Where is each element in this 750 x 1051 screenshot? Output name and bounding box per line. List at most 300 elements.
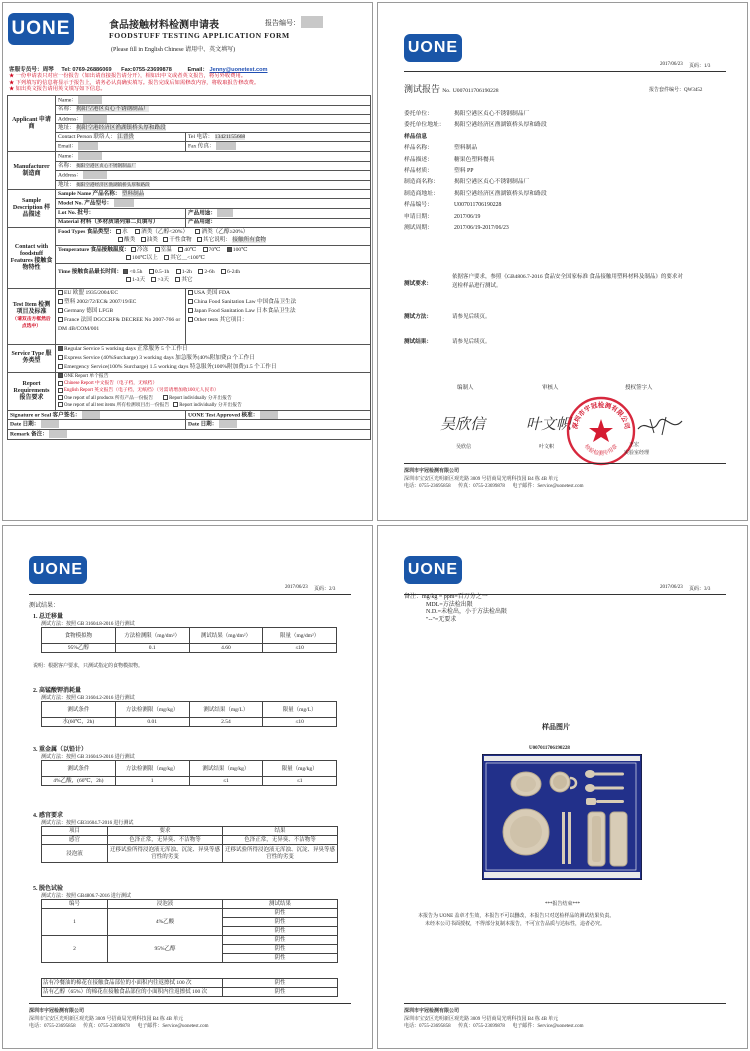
name-label: Name： [58,97,77,104]
contact-food-label: Contact with foodstuff Features 接触食物特性 [8,227,56,288]
temp-option: 40℃ [184,247,197,254]
th: 浸泡液 [108,900,223,909]
food-type-checkbox[interactable] [118,237,123,242]
info-row [404,177,704,188]
footer-address: 深圳市宝安区光明新区观光路 3009 号招商局光明科技园 B4 栋 4B 单元 [29,1016,184,1022]
std-option: 塑料 2002/72/EC& 2007/19/EC [64,298,137,305]
service-options [56,344,371,372]
food-type-option: 其它说明： [203,237,231,244]
td: 阴性 [223,979,338,988]
std-option: China Food Sanitation Law 中国食品卫生法 [194,298,297,305]
info-value: 揭阳空港区贞心不锈钢制品厂 [454,179,530,186]
date-field[interactable] [41,420,59,428]
footer-rule [404,463,726,464]
header-page: 页码：3/3 [689,587,711,592]
report-checkbox[interactable] [163,395,168,400]
stamp-star-icon [589,419,613,442]
request-text [452,273,683,291]
td: 沾有冷餐油的棉花在接触食品部位的小面积内往返擦拭 100 次 [42,979,223,988]
section-5-extra-table [41,978,338,997]
info-value: 揭阳空港经济区渔湖镇桥头厚和路段 [454,190,547,197]
manufacturer-label: Manufacturer 制造商 [8,152,56,190]
report-option: One report of all test items 所有检测项目出一份报告 [64,403,170,409]
email-label: Email： [58,143,77,150]
time-option: 1-3天 [132,276,146,283]
th: 测试结果（mg/kg） [189,761,263,777]
food-type-option: 酸类 [124,237,136,244]
address-cn-label: 地址： [58,124,75,131]
time-checkbox[interactable] [149,269,154,274]
service-label: Service Type 服务类型 [8,344,56,372]
email-cell [56,142,186,152]
report-options [56,372,371,410]
td: 浸泡液 [42,845,108,863]
td: 1 [115,777,189,786]
report-code-label: 报告套件编号： [649,88,685,93]
signer-name-2: 叶文帜 [539,445,555,450]
info-value: 揭阳空港经济区渔湖镇桥头厚和路段 [454,122,547,129]
food-types-label: Food Types 食品类型： [58,229,115,236]
contact-tel: Tel: 0769-26886069 [61,67,112,73]
td: 阴性 [223,927,338,936]
td: 4%乙酸，(60℃，2h) [42,777,116,786]
report-no-label: 报告编号： [265,19,300,27]
section-4-title: 4. 感官要求 [33,813,64,819]
info-key: 样品材质： [404,168,433,175]
report-option: Chinese Report 中文报告（电子档，无纸档） [64,381,158,387]
footer [404,468,583,491]
sample-name-cell [56,190,371,199]
temp-option: 室温 [160,247,172,254]
request-line-2: 送检样品进行测试。 [452,283,502,289]
service-option: Express Service (40%Surcharge) 3 working days 加急服务(40%附加费)3 个工作日 [64,354,255,361]
time-checkbox[interactable] [151,277,156,282]
th: 方法检测限（mg/kg） [115,702,189,718]
section-2-table [41,701,337,727]
report-title-text: 测试报告 [404,84,441,94]
food-type-checkbox[interactable] [135,229,140,234]
info-row [404,200,704,211]
footer-contact [404,483,583,491]
date2-cell [186,420,371,430]
note-1: ★ 一份申请表只对应一份报告（如出请直接报告请分开），相如出中文或者英文报告，将另外收费用。 [9,73,247,79]
date-cell [8,420,186,430]
fax-label: Fax 传真： [188,143,215,150]
td: ≤1 [263,777,337,786]
td: 1 [42,909,108,936]
note-line: N.D.=未检出，小于方法检出限 [426,609,508,615]
td: 2 [42,936,108,963]
sample-photo-page [377,525,748,1049]
remark-label: Remark 备注： [10,431,48,438]
th: 食物模拟物 [42,628,116,644]
note-2: ★ 下列填写的信息将显示于报告上，请务必认真确实填写。报告完成后如需修改内容，将收取报告修改费。 [9,79,260,86]
footer-address: 深圳市宝安区光明新区观光路 3009 号招商局光明科技园 B4 栋 4B 单元 [404,1016,559,1022]
th: 测试结果 [223,900,338,909]
std-option: Germany 德国 LFGB [64,307,114,314]
std-checkbox[interactable] [188,308,193,313]
mfr-name-cn-label: 名称： [58,162,75,169]
std-checkbox[interactable] [58,317,63,322]
info-key: 委托单位地址： [404,122,445,129]
td: ≤10 [263,644,337,653]
applicant-label: Applicant 申请商 [8,96,56,152]
th: 限量（mg/dm²） [263,628,337,644]
signer-name-3: 王宏 [629,443,640,448]
temp-option: 其它__<100℃ [170,255,205,262]
report-checkbox[interactable] [58,402,63,407]
food-type-checkbox[interactable] [141,237,146,242]
td: 沾有乙醇（65%）的棉花在接触食品部位的小面积内往返擦拭 100 次 [42,988,223,997]
remark-field[interactable] [49,430,67,438]
food-type-checkbox[interactable] [197,237,202,242]
footer-fax: 传真：0755-23699878 [83,1024,130,1029]
time-checkbox[interactable] [126,277,131,282]
info-key: 样品信息 [404,133,428,140]
applicant-name-value[interactable]: 揭阳空港区贞心不锈钢制品厂 [76,105,149,112]
time-option: 6-24h [227,268,241,275]
th: 限量（mg/kg） [263,761,337,777]
header-page: 页码：1/3 [689,64,711,69]
sample-name-label: Sample Name 产品名称： [58,190,121,197]
section-2-title: 2. 高锰酸钾消耗量 [33,688,82,694]
report-checkbox[interactable] [58,388,63,393]
adviser: 客服专员号：周琴 [9,67,54,73]
th: 测试条件 [42,761,116,777]
service-checkbox[interactable] [58,355,63,360]
td: 阴性 [223,936,338,945]
report-checkbox[interactable] [173,402,178,407]
time-checkbox[interactable] [198,269,203,274]
contact-email-label: Email： [187,67,208,73]
std-checkbox[interactable] [188,299,193,304]
note-line: 备注：mg/kg = ppm=百万分之一 [404,594,488,600]
fax-cell [186,142,371,152]
signer-name-1: 吴欣信 [456,445,472,450]
report-title [404,82,499,95]
mfr-name-field[interactable] [78,152,102,160]
std-option: USA 美国 FDA [194,289,231,296]
th: 项目 [42,827,108,836]
contact-person-value[interactable]: 江晋贵 [117,133,135,140]
report-req-label: Report Requirements 报告要求 [8,372,56,410]
footer-phone: 电话：0755-23695858 [404,1024,451,1029]
food-type-option: 酒类（乙醇≥20%） [201,229,249,236]
temp-option: 100℃以上 [132,255,158,262]
td: 0.1 [115,644,189,653]
contact-person-cell [56,133,186,142]
footer-email: 电子邮件：Service@uonetest.com [512,1024,584,1029]
tel-cell [186,133,371,142]
th: 测试条件 [42,702,116,718]
std-checkbox[interactable] [58,299,63,304]
footer [404,1008,583,1031]
info-key: 样品名称： [404,145,433,152]
temp-checkbox[interactable] [164,255,169,260]
temp-checkbox[interactable] [203,247,208,252]
service-option: Regular Service 5 working days 正常服务 5 个工作日 [64,345,188,352]
td: 色泽正常，无异臭、不洁物等 [108,836,223,845]
td: 95%乙醇 [108,936,223,963]
footer-company: 深圳市宇冠检测有限公司 [404,1009,460,1014]
report-no-field[interactable] [301,16,323,28]
signature-preparer: 吴欣信 [440,417,486,433]
disclaimer-2: 未经本公司书面授权，不得部分复制本报告，不可宣告品质与达标性，违者必究。 [425,922,606,927]
model-cell [56,199,371,209]
time-option: 2-6h [204,268,215,275]
time-checkbox[interactable] [176,269,181,274]
section-1-method: 测试方法：按照 GB 31604.8-2016 进行测试 [41,622,135,627]
applicant-name-en [56,96,371,106]
info-row [404,166,704,177]
footer-fax: 传真：0755-23699878 [458,484,505,489]
food-types-row [56,227,371,245]
report-code-value: QW3452 [684,88,703,93]
signature-reviewer: 叶文帜 [526,417,572,433]
remark-cell [8,430,371,440]
time-checkbox[interactable] [175,277,180,282]
info-key: 委托单位： [404,111,433,117]
food-type-checkbox[interactable] [195,229,200,234]
time-option: 其它 [181,276,193,283]
info-key: 制造商名称： [404,179,439,186]
td: 迁移试验所得浸泡液无浑浊、沉淀、异臭等感官性的劣变 [223,845,338,863]
note-3: ★ 如出英文报告请用英文填写如下信息。 [9,86,106,93]
info-value: 2017/06/19 [454,213,481,220]
td: 95%乙醇 [42,644,116,653]
contact-email-link[interactable]: Jenny@uonetest.com [209,67,268,73]
footer-rule [29,1003,351,1004]
info-row [404,223,704,234]
food-type-other-value[interactable]: 接触所有食物 [232,237,266,244]
header-rule [29,594,351,595]
report-checkbox[interactable] [58,395,63,400]
mfr-name-en [56,152,371,162]
approved-label: UONE Test Approved 核准： [188,411,259,418]
report-checkbox-checked[interactable] [58,373,63,378]
method-label: 测试方法： [404,314,432,320]
applicant-address-en [56,114,371,124]
sample-name-value[interactable]: 塑料制品 [121,190,145,197]
info-row [404,143,704,154]
footer-fax: 传真：0755-23699878 [458,1024,505,1029]
temp-checkbox[interactable] [155,247,160,252]
temp-checkbox[interactable] [178,247,183,252]
std-option: EU 欧盟 1935/2004/EC [64,289,119,296]
td: 阴性 [223,909,338,918]
origin-field[interactable] [217,209,233,217]
footer-email: 电子邮件：Service@uonetest.com [137,1024,209,1029]
td: 0.01 [115,718,189,727]
mfr-address-cn [56,180,371,189]
temp-checkbox-checked[interactable] [227,247,232,252]
mfr-address-label: Address： [58,172,82,179]
model-field[interactable] [114,199,134,207]
info-row [404,189,704,200]
signature-cell [8,410,186,420]
material-cell [56,218,186,227]
name-cn-label: 名称： [58,105,75,112]
report-no-label: No. [442,88,451,94]
td: 阴性 [223,918,338,927]
applicant-name-field[interactable] [78,96,102,104]
td: 阴性 [223,945,338,954]
notes-block [404,594,507,624]
info-value: 2017/06/19-2017/06/23 [454,225,509,232]
time-checkbox[interactable] [221,269,226,274]
header-date: 2017/06/23 [660,62,683,67]
email-field[interactable] [78,142,98,150]
td: ≤10 [263,718,337,727]
info-row [404,155,704,166]
stamp-bottom-text: 检验检测专用章 [582,443,620,457]
origin-cell [186,208,371,218]
signature-field[interactable] [82,411,100,419]
th: 方法检测限（mg/kg） [115,761,189,777]
info-row [404,120,704,131]
time-label: Time 接触食品最长时间： [58,268,123,275]
th: 编号 [42,900,108,909]
th: 结果 [223,827,338,836]
time-option: 1-2h [181,268,192,275]
td: 4%乙酸 [108,909,223,936]
td: 2.54 [189,718,263,727]
section-3-title: 3. 重金属（以铅计） [33,747,88,753]
report-checkbox[interactable] [58,381,63,386]
section-1-title: 1. 总迁移量 [33,614,64,620]
role-authorizer: 授权签字人 [625,385,653,391]
food-type-option: 酒类（乙醇<20%） [141,229,189,236]
temperature-label: Temperature 食品接触温度： [58,247,130,254]
applicant-address-cn [56,124,371,133]
applicant-address-value[interactable]: 揭阳空港经济区渔湖镇桥头厚和路段 [76,124,166,131]
report-cover-page [377,2,748,521]
section-4-table [41,826,338,863]
time-option: >3天 [157,276,170,283]
role-preparer: 编制人 [457,385,474,391]
td: 迁移试验所得浸泡液无浑浊、沉淀、异臭等感官性的劣变 [108,845,223,863]
td: 色泽正常，无异臭、不洁物等 [223,836,338,845]
section-1-note: 说明：根据客户要求，只测试指定的食物模拟物。 [33,664,144,669]
section-3-table [41,760,337,786]
date2-field[interactable] [219,420,237,428]
photo-title: 样品图片 [542,723,570,731]
mfr-name-value[interactable]: 揭阳空港区贞心不锈钢制品厂 [76,162,136,168]
signature-authorizer-scribble [636,415,686,437]
std-checkbox[interactable] [188,290,193,295]
report-no-value: U007011706190228 [452,88,499,94]
uone-logo: UONE [404,34,462,62]
temp-option: 70℃ [208,247,221,254]
mfr-address-field[interactable] [83,171,107,179]
service-checkbox-checked[interactable] [58,346,63,351]
time-option: <0.5h [129,268,143,275]
info-key: 申请日期： [404,213,433,220]
model-label: Model No. 产品型号： [58,200,113,207]
std-checkbox[interactable] [188,317,193,322]
td: 感官 [42,836,108,845]
std-checkbox[interactable] [58,308,63,313]
section-5-title: 5. 脱色试验 [33,886,64,892]
footer-phone: 电话：0755-23695858 [404,484,451,489]
lot-cell [56,208,186,218]
section-3-method: 测试方法：按照 GB 31604.9-2016 进行测试 [41,755,135,760]
section-5-method: 测试方法：按照 GB4806.7-2016 进行测试 [41,894,131,899]
origin2-cell [186,218,371,227]
fax-field[interactable] [216,142,236,150]
contact-line [9,65,268,73]
approved-field[interactable] [260,411,278,419]
tel-value[interactable]: 13421155668 [214,133,246,140]
application-table [7,95,371,440]
report-option: ONE Report 单个报告 [64,373,109,379]
request-line-1: 依据客户要求，参照《GB4806.7-2016 食品安全国家标准 食品接触用塑料材料及制品》的要求对 [452,274,683,280]
section-4-method: 测试方法：按照 GB31604.7-2016 进行测试 [41,821,134,826]
material-label: Material 材料（多材质请列第二页填写） [58,218,159,225]
temp-checkbox[interactable] [131,247,136,252]
footer-company: 深圳市宇冠检测有限公司 [404,469,460,474]
td: ≤1 [189,777,263,786]
temp-checkbox[interactable] [126,255,131,260]
header-date: 2017/06/23 [660,585,683,590]
form-title-cn: 食品接触材料检测申请表 [109,20,219,31]
food-type-checkbox[interactable] [163,237,168,242]
info-row [404,212,704,223]
report-option: One report of all products 所有产品一份报告 [64,395,154,401]
mfr-name-label: Name： [58,153,77,160]
temp-option: 100℃ [232,247,248,254]
time-checkbox-checked[interactable] [123,269,128,274]
sample-photo [482,754,642,880]
footer-phone: 电话：0755-23695858 [29,1024,76,1029]
result-label: 测试结果： [404,339,432,345]
food-type-checkbox[interactable] [116,229,121,234]
std-checkbox[interactable] [58,290,63,295]
footer-address: 深圳市宝安区光明新区观光路 3009 号招商局光明科技园 B4 栋 4B 单元 [404,476,559,482]
td: 阴性 [223,988,338,997]
contact-fax: Fax:0755-23699878 [121,67,172,73]
temperature-row [56,245,371,263]
disclaimer-1: 本报告为 UONE 盖章才生效，本报告不可以删改，本报告只对送检样品的测试结果负责。 [418,914,615,919]
std-option: Other tests 其它项目： [194,316,248,323]
address-label: Address： [58,115,82,122]
form-subtitle: (Please fill in English Chinese 请用中、英文填写) [111,47,236,53]
header-rule [404,71,726,72]
info-value: 塑料 PP [454,168,474,175]
header-date: 2017/06/23 [285,585,308,590]
info-row [404,132,704,143]
footer-rule [404,1003,726,1004]
section-1-table [41,627,337,653]
service-checkbox[interactable] [58,364,63,369]
applicant-address-field[interactable] [83,115,107,123]
test-results-page [2,525,373,1049]
mfr-address-value[interactable]: 揭阳空港经济区渔湖镇桥头厚和路段 [76,181,150,187]
mfr-address-en [56,171,371,181]
applicant-name-cn [56,105,371,114]
td: 4.60 [189,644,263,653]
section-5-table [41,899,338,963]
results-title: 测试结果： [29,603,60,609]
tel-label: Tel 电话： [188,133,214,140]
role-reviewer: 审核人 [542,385,559,391]
info-value: 糖果色塑料餐具 [454,156,495,163]
th: 方法检测限（mg/dm²） [115,628,189,644]
info-value: 塑料制品 [454,145,478,152]
info-key: 样品编号： [404,202,433,209]
note-line: MDL=方法检出限 [426,601,473,608]
uone-logo: UONE [404,556,462,584]
